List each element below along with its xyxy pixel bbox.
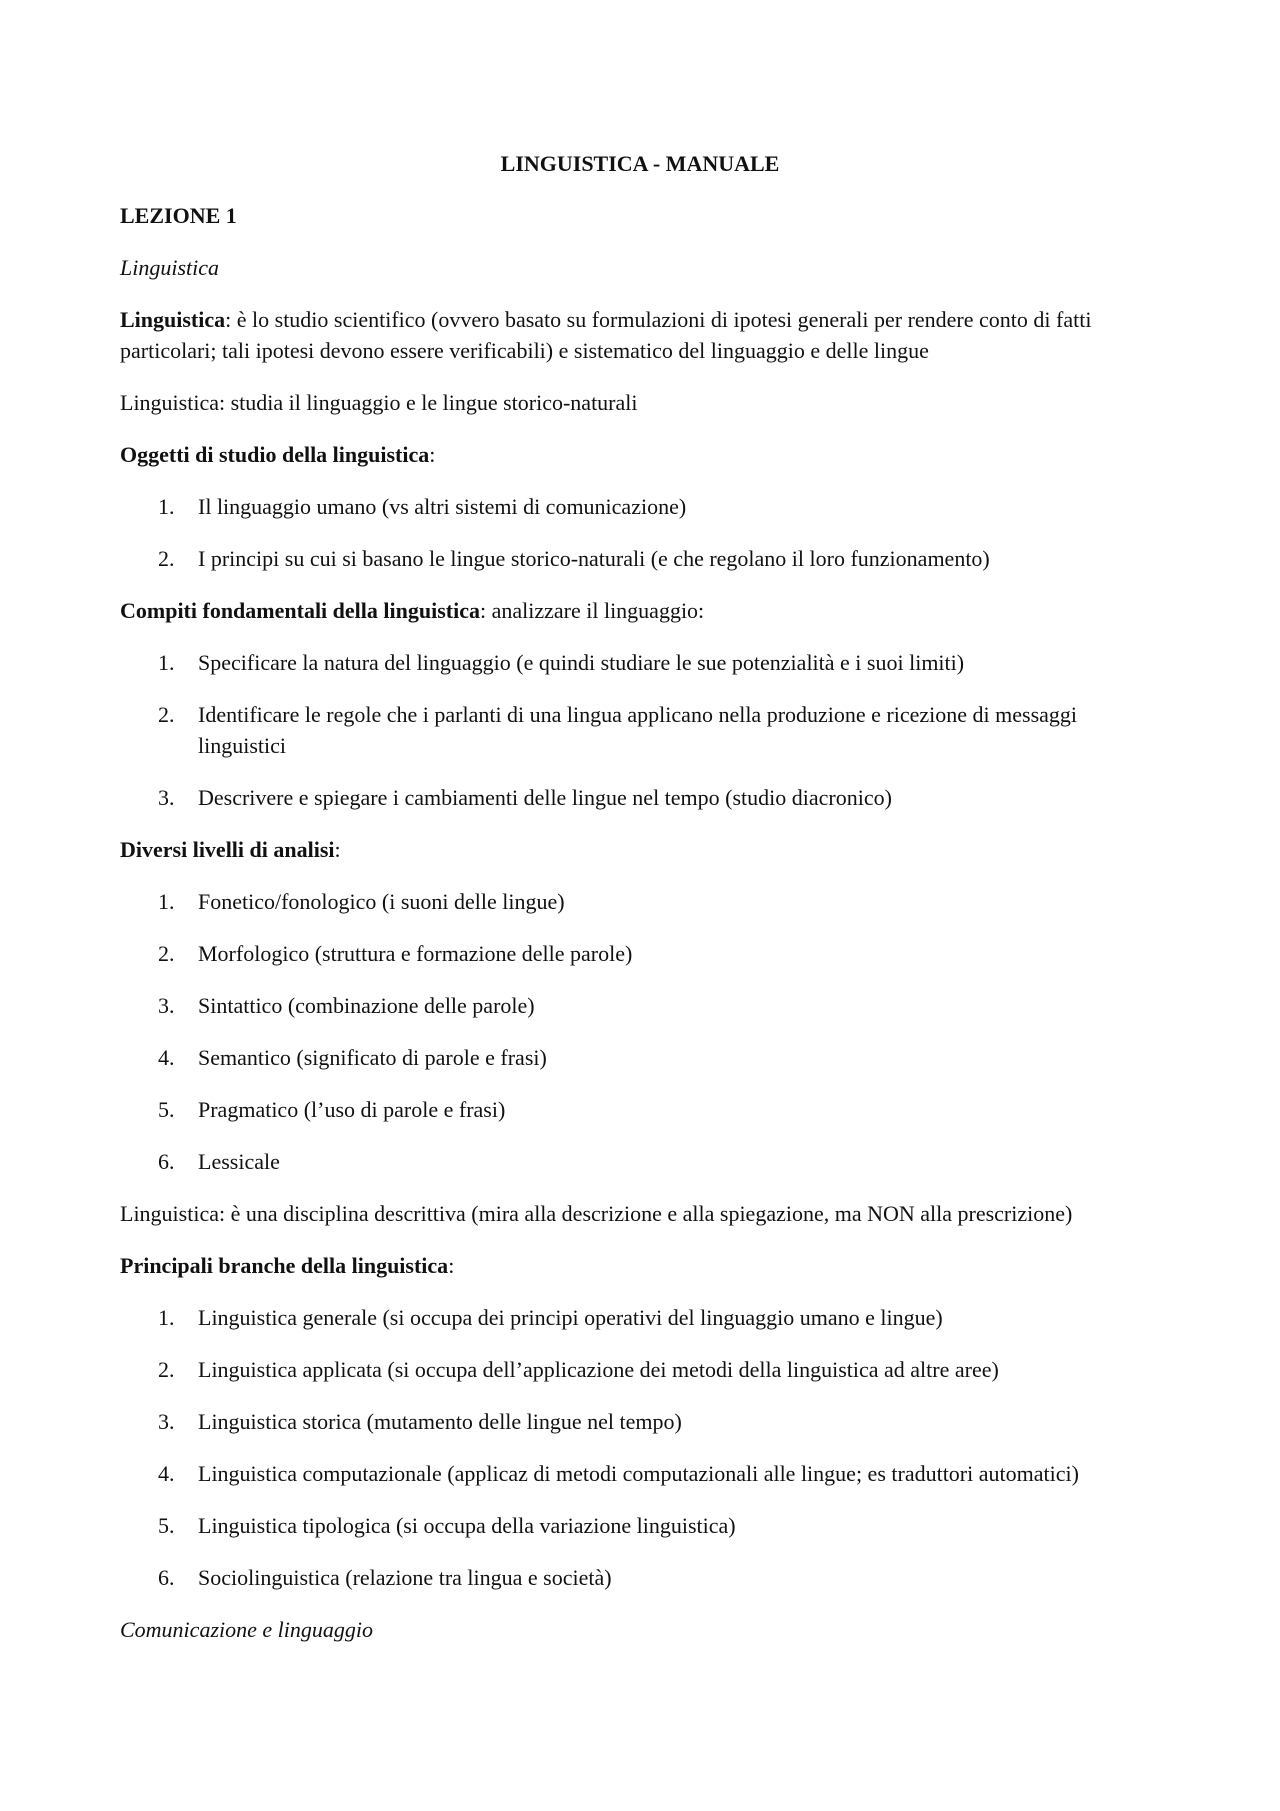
list-number: 1.	[158, 650, 175, 675]
list-item-text: Lessicale	[198, 1149, 280, 1174]
list-item-text: Linguistica generale (si occupa dei principi operativi del linguaggio umano e lingue)	[198, 1305, 943, 1330]
oggetti-heading-line	[120, 439, 1160, 470]
livelli-list	[120, 886, 1160, 1177]
list-number: 2.	[158, 1357, 175, 1382]
document-title: LINGUISTICA - MANUALE	[500, 151, 780, 176]
list-item	[120, 1562, 1160, 1593]
livelli-colon: :	[334, 837, 341, 862]
list-item	[120, 699, 1160, 761]
list-item-text: Semantico (significato di parole e frasi)	[198, 1045, 547, 1070]
list-number: 4.	[158, 1461, 175, 1486]
definition-term: Linguistica	[120, 307, 226, 332]
list-number: 5.	[158, 1513, 175, 1538]
livelli-heading-line	[120, 834, 1160, 865]
livelli-heading: Diversi livelli di analisi	[120, 837, 335, 862]
definition-paragraph-1	[120, 304, 1160, 366]
list-item	[120, 1094, 1160, 1125]
list-item-text: Identificare le regole che i parlanti di una lingua applicano nella produzione e ricezione di messaggi linguistici	[198, 702, 1078, 758]
list-item-text: Linguistica computazionale (applicaz di metodi computazionali alle lingue; es traduttori automatici)	[198, 1461, 1079, 1486]
section-heading-linguistica: Linguistica	[120, 255, 220, 280]
list-item	[120, 1042, 1160, 1073]
list-item	[120, 782, 1160, 813]
list-item-text: Pragmatico (l’uso di parole e frasi)	[198, 1097, 506, 1122]
list-item	[120, 1458, 1160, 1489]
compiti-heading-line	[120, 595, 1160, 626]
list-item	[120, 938, 1160, 969]
list-item-text: I principi su cui si basano le lingue storico-naturali (e che regolano il loro funzionamento)	[198, 546, 990, 571]
list-item	[120, 1354, 1160, 1385]
list-item-text: Sociolinguistica (relazione tra lingua e società)	[198, 1565, 612, 1590]
list-number: 1.	[158, 494, 175, 519]
list-number: 4.	[158, 1045, 175, 1070]
list-item	[120, 491, 1160, 522]
page-content	[120, 148, 1160, 1666]
definition-text: : è lo studio scientifico (ovvero basato su formulazioni di ipotesi generali per rendere conto di fatti particolari; tali ipotesi devono essere verificabili) e sistematico del linguaggio e delle lingue	[120, 307, 1092, 363]
list-item-text: Linguistica tipologica (si occupa della variazione linguistica)	[198, 1513, 736, 1538]
list-item-text: Sintattico (combinazione delle parole)	[198, 993, 535, 1018]
list-item	[120, 1302, 1160, 1333]
list-item-text: Linguistica applicata (si occupa dell’applicazione dei metodi della linguistica ad altre aree)	[198, 1357, 999, 1382]
compiti-heading: Compiti fondamentali della linguistica	[120, 598, 480, 623]
list-number: 2.	[158, 702, 175, 727]
branche-heading: Principali branche della linguistica	[120, 1253, 449, 1278]
definition-paragraph-2: Linguistica: studia il linguaggio e le lingue storico-naturali	[120, 390, 638, 415]
branche-list	[120, 1302, 1160, 1593]
list-item	[120, 647, 1160, 678]
list-number: 5.	[158, 1097, 175, 1122]
definition-paragraph-3: Linguistica: è una disciplina descrittiva (mira alla descrizione e alla spiegazione, ma NON alla prescrizione)	[120, 1201, 1073, 1226]
lesson-heading: LEZIONE 1	[120, 203, 237, 228]
list-item-text: Fonetico/fonologico (i suoni delle lingue)	[198, 889, 565, 914]
section-heading-comunicazione: Comunicazione e linguaggio	[120, 1617, 373, 1642]
oggetti-heading: Oggetti di studio della linguistica	[120, 442, 430, 467]
list-number: 1.	[158, 1305, 175, 1330]
list-item-text: Linguistica storica (mutamento delle lingue nel tempo)	[198, 1409, 682, 1434]
compiti-heading-rest: : analizzare il linguaggio:	[479, 598, 705, 623]
list-item-text: Descrivere e spiegare i cambiamenti delle lingue nel tempo (studio diacronico)	[198, 785, 892, 810]
list-item	[120, 1406, 1160, 1437]
list-number: 6.	[158, 1149, 175, 1174]
list-item	[120, 543, 1160, 574]
list-number: 2.	[158, 546, 175, 571]
list-item-text: Specificare la natura del linguaggio (e quindi studiare le sue potenzialità e i suoi limiti)	[198, 650, 965, 675]
list-number: 1.	[158, 889, 175, 914]
branche-heading-line	[120, 1250, 1160, 1281]
compiti-list	[120, 647, 1160, 813]
list-number: 6.	[158, 1565, 175, 1590]
list-number: 3.	[158, 993, 175, 1018]
list-item	[120, 1510, 1160, 1541]
list-number: 3.	[158, 785, 175, 810]
list-item	[120, 990, 1160, 1021]
list-item	[120, 1146, 1160, 1177]
list-number: 2.	[158, 941, 175, 966]
list-item-text: Il linguaggio umano (vs altri sistemi di comunicazione)	[198, 494, 687, 519]
list-item-text: Morfologico (struttura e formazione delle parole)	[198, 941, 633, 966]
branche-colon: :	[448, 1253, 455, 1278]
list-number: 3.	[158, 1409, 175, 1434]
list-item	[120, 886, 1160, 917]
oggetti-list	[120, 491, 1160, 574]
oggetti-colon: :	[429, 442, 436, 467]
